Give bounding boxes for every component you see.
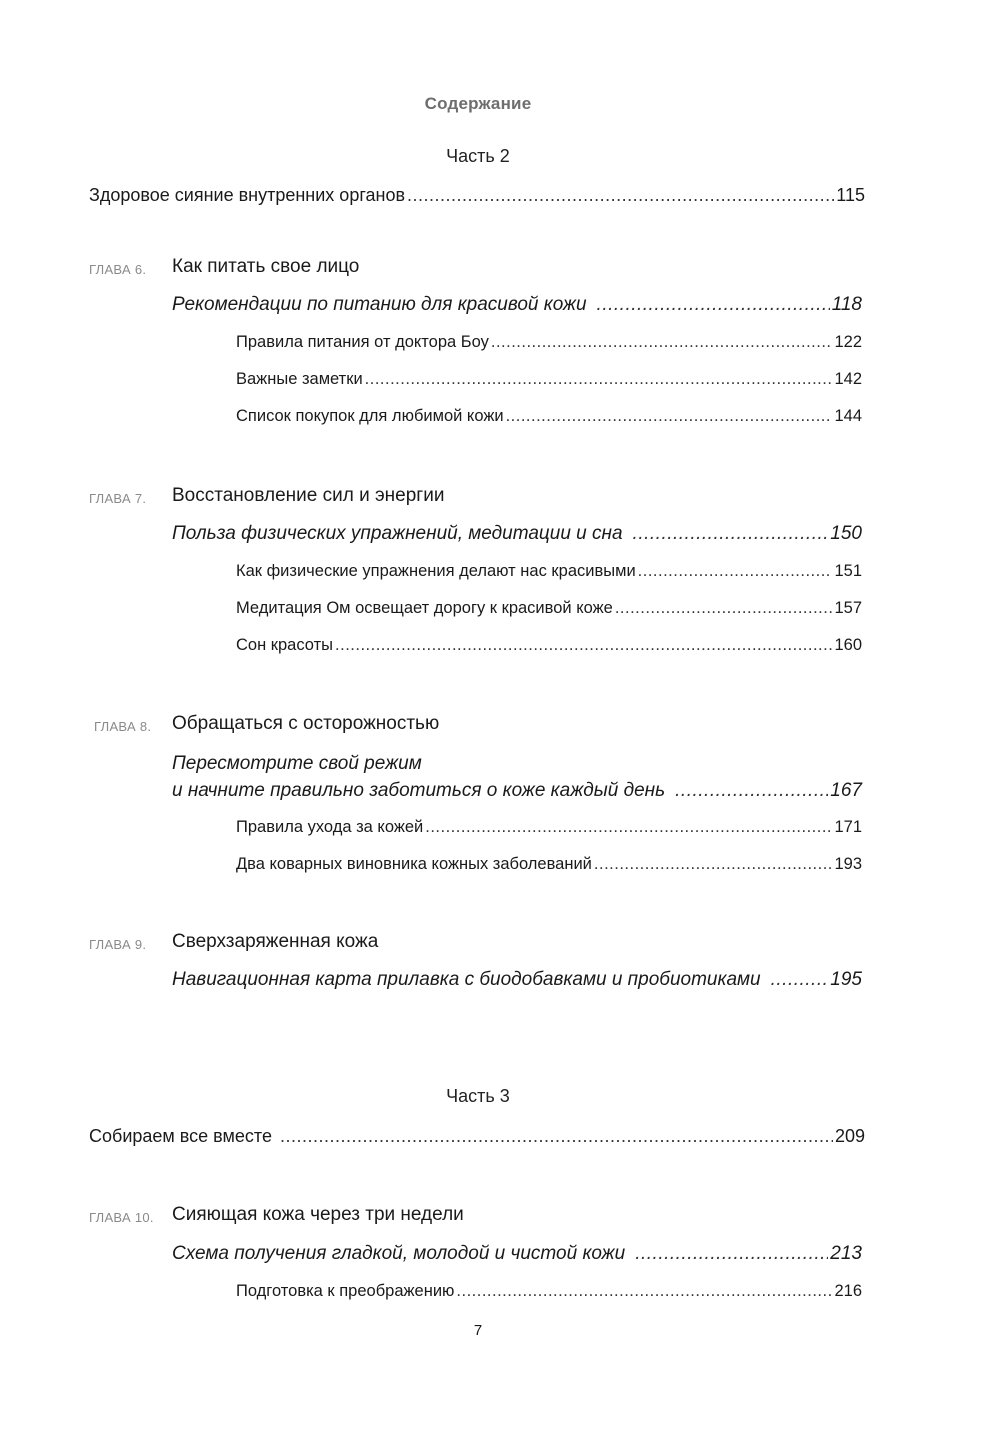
toc-item[interactable] (236, 370, 862, 389)
toc-item-title: Как физические упражнения делают нас красивыми (236, 562, 636, 580)
dot-leader (633, 523, 829, 545)
chapter-9-title[interactable]: Сверхзаряженная кожа (172, 931, 379, 952)
toc-item-title: Правила ухода за кожей (236, 818, 424, 836)
dot-leader (491, 333, 833, 352)
chapter-9-label: ГЛАВА 9. (89, 937, 147, 952)
dot-leader (638, 562, 833, 581)
toc-item-page: 171 (834, 818, 862, 836)
toc-subentry-ch6[interactable] (172, 294, 862, 316)
toc-item[interactable] (236, 562, 862, 581)
toc-item-page: 142 (834, 370, 862, 388)
dot-leader (597, 294, 830, 316)
toc-item-title: Правила питания от доктора Боу (236, 333, 489, 351)
chapter-7-title[interactable]: Восстановление сил и энергии (172, 485, 445, 506)
toc-item-title: Важные заметки (236, 370, 363, 388)
toc-item-page: 122 (834, 333, 862, 351)
part-2-label: Часть 2 (446, 146, 510, 166)
dot-leader (506, 407, 833, 426)
dot-leader (635, 1243, 828, 1265)
toc-item-page: 193 (834, 855, 862, 873)
toc-item[interactable] (236, 855, 862, 874)
toc-item-page: 160 (834, 636, 862, 654)
dot-leader (675, 780, 828, 802)
toc-item-title: Два коварных виновника кожных заболеваний (236, 855, 592, 873)
dot-leader (771, 969, 829, 991)
toc-subentry-page: 150 (830, 523, 862, 544)
toc-item-title: Список покупок для любимой кожи (236, 407, 504, 425)
toc-item[interactable] (236, 333, 862, 352)
toc-entry-part3[interactable] (89, 1126, 865, 1147)
toc-item-page: 216 (834, 1282, 862, 1300)
toc-item-page: 157 (834, 599, 862, 617)
dot-leader (456, 1282, 832, 1301)
chapter-8-title[interactable]: Обращаться с осторожностью (172, 713, 440, 734)
dot-leader (425, 818, 832, 837)
toc-subentry-ch8-line1: Пересмотрите свой режим (172, 753, 422, 774)
page-header: Содержание (424, 94, 532, 113)
toc-item[interactable] (236, 1282, 862, 1301)
dot-leader (280, 1126, 833, 1147)
toc-item[interactable] (236, 407, 862, 426)
toc-item-title: Подготовка к преображению (236, 1282, 455, 1300)
toc-item[interactable] (236, 818, 862, 837)
part-3-label: Часть 3 (446, 1086, 510, 1106)
dot-leader (594, 855, 833, 874)
toc-item-title: Сон красоты (236, 636, 334, 654)
page-number: 7 (473, 1322, 483, 1339)
toc-subentry-title: Навигационная карта прилавка с биодобавками и пробиотиками (172, 969, 761, 990)
toc-subentry-title: Рекомендации по питанию для красивой кожи (172, 294, 587, 315)
dot-leader (615, 599, 833, 618)
toc-item-page: 151 (834, 562, 862, 580)
chapter-7-label: ГЛАВА 7. (89, 491, 147, 506)
chapter-6-title[interactable]: Как питать свое лицо (172, 256, 360, 277)
toc-subentry-title: Польза физических упражнений, медитации и сна (172, 523, 623, 544)
toc-entry-title: Собираем все вместе (89, 1126, 272, 1146)
toc-subentry-page: 118 (831, 294, 862, 315)
toc-subentry-ch8[interactable] (172, 780, 862, 802)
toc-entry-title: Здоровое сияние внутренних органов (89, 185, 406, 205)
toc-entry-page: 209 (834, 1126, 865, 1146)
toc-subentry-title: Схема получения гладкой, молодой и чистой кожи (172, 1243, 626, 1264)
chapter-10-title[interactable]: Сияющая кожа через три недели (172, 1204, 464, 1225)
chapter-8-label: ГЛАВА 8. (94, 719, 152, 734)
toc-subentry-ch9[interactable] (172, 969, 862, 991)
toc-item[interactable] (236, 599, 862, 618)
toc-entry-part2[interactable] (89, 185, 865, 206)
dot-leader (365, 370, 833, 389)
dot-leader (407, 185, 834, 206)
toc-subentry-page: 213 (830, 1243, 862, 1264)
toc-subentry-ch7[interactable] (172, 523, 862, 545)
dot-leader (335, 636, 832, 655)
toc-entry-page: 115 (836, 185, 865, 205)
toc-subentry-title: и начните правильно заботиться о коже каждый день (172, 780, 666, 801)
toc-item-title: Медитация Ом освещает дорогу к красивой коже (236, 599, 613, 617)
toc-subentry-page: 195 (830, 969, 862, 990)
chapter-6-label: ГЛАВА 6. (89, 262, 147, 277)
chapter-10-label: ГЛАВА 10. (89, 1210, 154, 1225)
toc-subentry-page: 167 (830, 780, 862, 801)
toc-item-page: 144 (834, 407, 862, 425)
toc-item[interactable] (236, 636, 862, 655)
toc-subentry-ch10[interactable] (172, 1243, 862, 1265)
